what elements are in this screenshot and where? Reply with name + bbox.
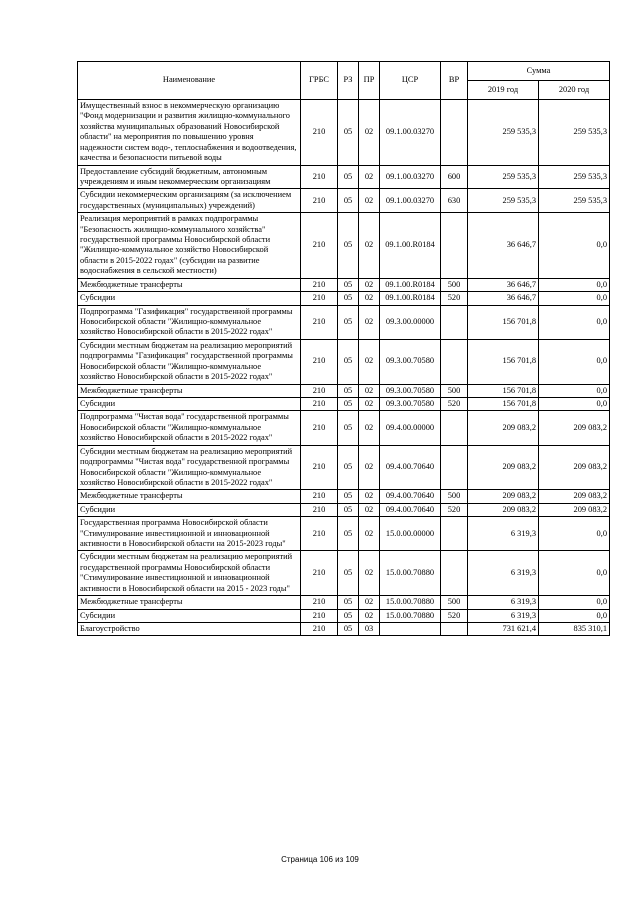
header-year-2019: 2019 год: [468, 81, 539, 100]
row-pr: 02: [359, 551, 380, 596]
row-vr: [441, 305, 468, 339]
header-year-2020: 2020 год: [539, 81, 610, 100]
row-name: Межбюджетные трансферты: [78, 278, 301, 291]
row-pr: 02: [359, 305, 380, 339]
row-pr: 02: [359, 165, 380, 189]
row-rz: 05: [338, 384, 359, 397]
row-csr: 15.0.00.70880: [380, 551, 441, 596]
table-row: [78, 278, 610, 291]
table-row: [78, 411, 610, 445]
row-sum-2019: 259 535,3: [468, 189, 539, 213]
row-sum-2019: 36 646,7: [468, 213, 539, 279]
row-csr: [380, 622, 441, 635]
row-grbs: 210: [301, 490, 338, 503]
row-rz: 05: [338, 609, 359, 622]
table-row: [78, 384, 610, 397]
row-sum-2019: 156 701,8: [468, 384, 539, 397]
row-name: Субсидии некоммерческим организациям (за исключением государственных (муниципальных) учреждений): [78, 189, 301, 213]
row-sum-2020: 0,0: [539, 609, 610, 622]
row-vr: [441, 100, 468, 166]
row-pr: 03: [359, 622, 380, 635]
row-grbs: 210: [301, 384, 338, 397]
row-sum-2019: 156 701,8: [468, 397, 539, 410]
row-grbs: 210: [301, 411, 338, 445]
row-pr: 02: [359, 339, 380, 384]
row-pr: 02: [359, 213, 380, 279]
row-name: Государственная программа Новосибирской области "Стимулирование инвестиционной и инновационной активности в Новосибирской области на 2015-2023 годы": [78, 517, 301, 551]
row-vr: [441, 339, 468, 384]
row-pr: 02: [359, 490, 380, 503]
row-csr: 09.1.00.R0184: [380, 213, 441, 279]
row-vr: 500: [441, 278, 468, 291]
row-rz: 05: [338, 339, 359, 384]
row-vr: 500: [441, 384, 468, 397]
table-row: [78, 596, 610, 609]
row-sum-2020: 209 083,2: [539, 411, 610, 445]
row-sum-2020: 259 535,3: [539, 189, 610, 213]
row-grbs: 210: [301, 397, 338, 410]
row-vr: 520: [441, 292, 468, 305]
row-vr: 600: [441, 165, 468, 189]
row-name: Субсидии местным бюджетам на реализацию мероприятий подпрограммы "Чистая вода" государственной программы Новосибирской области "Жилищно-коммунальное хозяйство Новосибирской области в 2015-2022 годах": [78, 445, 301, 490]
row-csr: 15.0.00.70880: [380, 609, 441, 622]
row-csr: 09.3.00.70580: [380, 339, 441, 384]
header-rz: РЗ: [338, 62, 359, 100]
row-rz: 05: [338, 278, 359, 291]
row-name: Субсидии: [78, 503, 301, 516]
row-name: Межбюджетные трансферты: [78, 596, 301, 609]
row-grbs: 210: [301, 339, 338, 384]
row-csr: 09.1.00.03270: [380, 165, 441, 189]
row-sum-2020: 0,0: [539, 213, 610, 279]
row-csr: 09.1.00.03270: [380, 189, 441, 213]
row-sum-2020: 259 535,3: [539, 165, 610, 189]
row-sum-2019: 156 701,8: [468, 305, 539, 339]
row-vr: 520: [441, 503, 468, 516]
row-sum-2020: 0,0: [539, 517, 610, 551]
row-rz: 05: [338, 305, 359, 339]
row-sum-2020: 259 535,3: [539, 100, 610, 166]
header-name: Наименование: [78, 62, 301, 100]
row-sum-2019: 6 319,3: [468, 551, 539, 596]
row-csr: 15.0.00.00000: [380, 517, 441, 551]
row-csr: 15.0.00.70880: [380, 596, 441, 609]
row-sum-2019: 36 646,7: [468, 278, 539, 291]
row-csr: 09.1.00.R0184: [380, 278, 441, 291]
row-sum-2019: 259 535,3: [468, 165, 539, 189]
header-vr: ВР: [441, 62, 468, 100]
row-name: Межбюджетные трансферты: [78, 490, 301, 503]
row-pr: 02: [359, 100, 380, 166]
header-csr: ЦСР: [380, 62, 441, 100]
row-grbs: 210: [301, 622, 338, 635]
row-name: Подпрограмма "Чистая вода" государственной программы Новосибирской области "Жилищно-коммунальное хозяйство Новосибирской области в 2015-2022 годах": [78, 411, 301, 445]
row-sum-2019: 209 083,2: [468, 445, 539, 490]
row-pr: 02: [359, 292, 380, 305]
row-rz: 05: [338, 397, 359, 410]
row-sum-2019: 259 535,3: [468, 100, 539, 166]
row-grbs: 210: [301, 165, 338, 189]
row-vr: [441, 622, 468, 635]
row-vr: [441, 517, 468, 551]
table-row: [78, 490, 610, 503]
header-pr: ПР: [359, 62, 380, 100]
row-name: Субсидии: [78, 609, 301, 622]
row-csr: 09.3.00.00000: [380, 305, 441, 339]
row-pr: 02: [359, 445, 380, 490]
row-sum-2020: 0,0: [539, 305, 610, 339]
row-name: Благоустройство: [78, 622, 301, 635]
table-row: [78, 397, 610, 410]
row-pr: 02: [359, 517, 380, 551]
row-pr: 02: [359, 189, 380, 213]
row-csr: 09.4.00.70640: [380, 490, 441, 503]
row-rz: 05: [338, 551, 359, 596]
row-grbs: 210: [301, 292, 338, 305]
row-csr: 09.4.00.70640: [380, 445, 441, 490]
row-pr: 02: [359, 397, 380, 410]
row-name: Имущественный взнос в некоммерческую организацию "Фонд модернизации и развития жилищно-коммунального хозяйства муниципальных образований Новосибирской области" на мероприятия по повышению уровня надежности систем водо-, теплоснабжения и водоотведения, качества и безопасности питьевой воды: [78, 100, 301, 166]
row-sum-2020: 0,0: [539, 384, 610, 397]
row-name: Предоставление субсидий бюджетным, автономным учреждениям и иным некоммерческим организациям: [78, 165, 301, 189]
row-sum-2019: 209 083,2: [468, 490, 539, 503]
row-name: Подпрограмма "Газификация" государственной программы Новосибирской области "Жилищно-коммунальное хозяйство Новосибирской области в 2015-2022 годах": [78, 305, 301, 339]
row-sum-2019: 209 083,2: [468, 411, 539, 445]
row-pr: 02: [359, 596, 380, 609]
row-csr: 09.3.00.70580: [380, 397, 441, 410]
row-rz: 05: [338, 622, 359, 635]
row-sum-2019: 6 319,3: [468, 596, 539, 609]
page-footer: Страница 106 из 109: [281, 855, 359, 864]
table-row: [78, 517, 610, 551]
row-sum-2020: 835 310,1: [539, 622, 610, 635]
row-rz: 05: [338, 517, 359, 551]
row-csr: 09.4.00.00000: [380, 411, 441, 445]
header-grbs: ГРБС: [301, 62, 338, 100]
row-grbs: 210: [301, 596, 338, 609]
budget-table: [77, 61, 610, 636]
row-vr: [441, 445, 468, 490]
row-sum-2020: 209 083,2: [539, 490, 610, 503]
row-vr: [441, 213, 468, 279]
row-name: Субсидии: [78, 397, 301, 410]
row-grbs: 210: [301, 100, 338, 166]
row-sum-2020: 0,0: [539, 278, 610, 291]
table-row: [78, 292, 610, 305]
row-grbs: 210: [301, 445, 338, 490]
row-sum-2020: 0,0: [539, 339, 610, 384]
row-sum-2019: 209 083,2: [468, 503, 539, 516]
table-row: [78, 622, 610, 635]
table-row: [78, 503, 610, 516]
row-rz: 05: [338, 213, 359, 279]
row-csr: 09.1.00.R0184: [380, 292, 441, 305]
table-row: [78, 305, 610, 339]
table-row: [78, 339, 610, 384]
row-csr: 09.4.00.70640: [380, 503, 441, 516]
row-rz: 05: [338, 596, 359, 609]
table-row: [78, 100, 610, 166]
table-row: [78, 551, 610, 596]
row-csr: 09.3.00.70580: [380, 384, 441, 397]
row-pr: 02: [359, 503, 380, 516]
row-grbs: 210: [301, 305, 338, 339]
row-sum-2020: 0,0: [539, 292, 610, 305]
row-pr: 02: [359, 609, 380, 622]
header-sum: Сумма: [468, 62, 610, 81]
row-vr: 500: [441, 490, 468, 503]
row-rz: 05: [338, 165, 359, 189]
row-name: Реализация мероприятий в рамках подпрограммы "Безопасность жилищно-коммунального хозяйства" государственной программы Новосибирской области "Жилищно-коммунальное хозяйство Новосибирской области в 2015-2022 годах" (субсидии на развитие водоснабжения в сельской местности): [78, 213, 301, 279]
row-rz: 05: [338, 292, 359, 305]
row-vr: 500: [441, 596, 468, 609]
row-sum-2020: 209 083,2: [539, 445, 610, 490]
table-row: [78, 609, 610, 622]
row-name: Субсидии: [78, 292, 301, 305]
row-grbs: 210: [301, 278, 338, 291]
row-vr: [441, 551, 468, 596]
row-grbs: 210: [301, 609, 338, 622]
row-rz: 05: [338, 490, 359, 503]
row-rz: 05: [338, 411, 359, 445]
row-name: Межбюджетные трансферты: [78, 384, 301, 397]
row-rz: 05: [338, 445, 359, 490]
row-vr: 630: [441, 189, 468, 213]
row-name: Субсидии местным бюджетам на реализацию мероприятий подпрограммы "Газификация" государственной программы Новосибирской области "Жилищно-коммунальное хозяйство Новосибирской области в 2015-2022 годах": [78, 339, 301, 384]
row-sum-2019: 6 319,3: [468, 609, 539, 622]
row-sum-2019: 156 701,8: [468, 339, 539, 384]
row-pr: 02: [359, 411, 380, 445]
table-row: [78, 189, 610, 213]
row-grbs: 210: [301, 503, 338, 516]
row-rz: 05: [338, 503, 359, 516]
row-grbs: 210: [301, 517, 338, 551]
table-row: [78, 445, 610, 490]
table-body: [78, 100, 610, 636]
row-vr: [441, 411, 468, 445]
table-row: [78, 165, 610, 189]
row-rz: 05: [338, 189, 359, 213]
row-sum-2020: 0,0: [539, 551, 610, 596]
row-grbs: 210: [301, 189, 338, 213]
row-sum-2019: 731 621,4: [468, 622, 539, 635]
row-sum-2019: 36 646,7: [468, 292, 539, 305]
table-row: [78, 213, 610, 279]
row-pr: 02: [359, 384, 380, 397]
row-csr: 09.1.00.03270: [380, 100, 441, 166]
row-rz: 05: [338, 100, 359, 166]
row-grbs: 210: [301, 551, 338, 596]
row-name: Субсидии местным бюджетам на реализацию мероприятий государственной программы Новосибирской области "Стимулирование инвестиционной и инновационной активности в Новосибирской области на 2015 - 2023 годы": [78, 551, 301, 596]
row-vr: 520: [441, 609, 468, 622]
row-pr: 02: [359, 278, 380, 291]
row-sum-2020: 0,0: [539, 397, 610, 410]
table-header: [78, 62, 610, 100]
row-sum-2019: 6 319,3: [468, 517, 539, 551]
row-vr: 520: [441, 397, 468, 410]
row-sum-2020: 209 083,2: [539, 503, 610, 516]
row-sum-2020: 0,0: [539, 596, 610, 609]
row-grbs: 210: [301, 213, 338, 279]
